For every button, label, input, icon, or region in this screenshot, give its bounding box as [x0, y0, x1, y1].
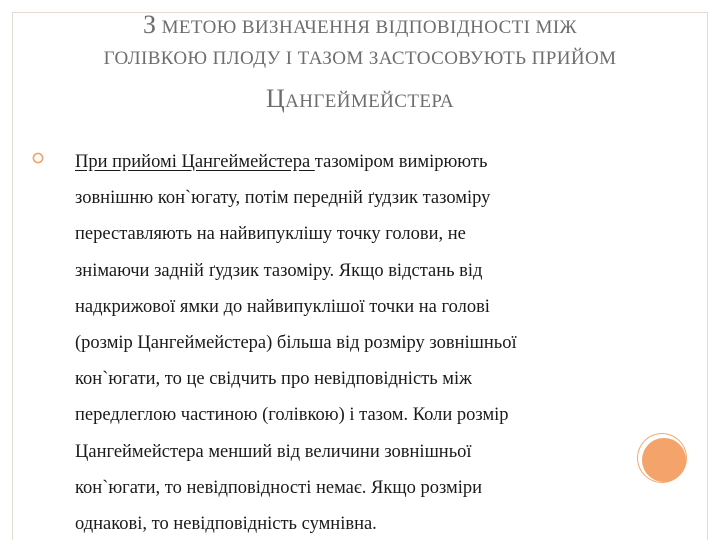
- paragraph-line-7: кон`югати, то це свідчить про невідповідність між: [75, 369, 472, 390]
- paragraph-line-1-text: тазоміром вимірюють: [314, 152, 488, 172]
- paragraph-line-5: надкрижової ямки до найвипуклішої точки на голові: [75, 296, 490, 317]
- title-line-3-cap: Ц: [265, 84, 286, 113]
- paragraph-line-11: однакові, то невідповідність сумнівна.: [75, 513, 377, 534]
- title-line-1-cap: З: [143, 10, 157, 39]
- paragraph-line-1: [75, 144, 630, 180]
- title-line-2: ГОЛІВКОЮ ПЛОДУ І ТАЗОМ ЗАСТОСОВУЮТЬ ПРИЙОМ: [103, 48, 617, 69]
- paragraph-line-8: передлеглою частиною (голівкою) і тазом. Коли розмір: [75, 405, 509, 426]
- bullet-icon: [32, 152, 44, 164]
- paragraph-underlined-text: При прийомі Цангеймейстера: [75, 152, 315, 172]
- paragraph-line-4: знімаючи задній ґудзик тазоміру. Якщо відстань від: [75, 260, 483, 281]
- paragraph-line-6: (розмір Цангеймейстера) більша від розміру зовнішньої: [75, 332, 517, 353]
- title-line-3: [0, 84, 720, 114]
- title-line-1: [0, 10, 720, 40]
- paragraph: [75, 144, 630, 542]
- decorative-ring: [636, 432, 688, 484]
- paragraph-line-9: Цангеймейстера менший від величини зовнішньої: [75, 441, 472, 462]
- paragraph-line-2: зовнішню кон`югату, потім передній ґудзик тазоміру: [75, 188, 491, 209]
- title-line-1-text: МЕТОЮ ВИЗНАЧЕННЯ ВІДПОВІДНОСТІ МІЖ: [156, 17, 577, 38]
- paragraph-line-10: кон`югати, то невідповідності немає. Якщо розміри: [75, 477, 483, 498]
- paragraph-line-3: переставляють на найвипуклішу точку голови, не: [75, 224, 466, 245]
- title-line-3-text: АНГЕЙМЕЙСТЕРА: [285, 91, 455, 112]
